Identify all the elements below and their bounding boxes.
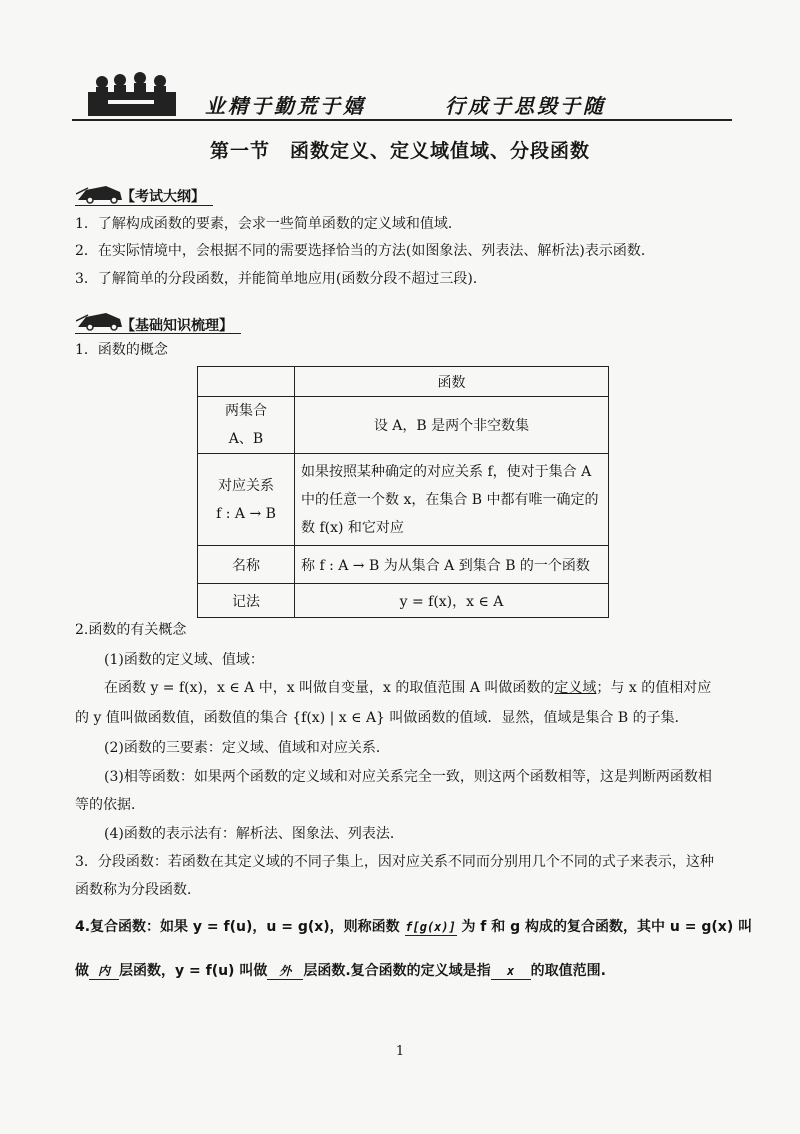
piecewise-a: 3．分段函数：若函数在其定义域的不同子集上，因对应关系不同而分别用几个不同的式子来表示，这种: [75, 854, 714, 870]
page-title: 第一节 函数定义、定义域值域、分段函数: [209, 140, 590, 162]
text-segment: 层函数，y = f(u) 叫做: [119, 963, 268, 979]
concepts-p1b: 的 y 值叫做函数值，函数值的集合 {f(x) | x ∈ A} 叫做函数的值域．显然，值域是集合 B 的子集．: [75, 710, 689, 726]
table-row-label: 名称: [198, 546, 295, 584]
concepts-p3a: (3)相等函数：如果两个函数的定义域和对应关系完全一致，则这两个函数相等，这是判断两函数相: [104, 769, 712, 785]
outline-item-2: 2．在实际情境中，会根据不同的需要选择恰当的方法(如图象法、列表法、解析法)表示函数．: [75, 243, 655, 259]
concepts-p2: (2)函数的三要素：定义域、值域和对应关系．: [104, 740, 390, 756]
table-row-content: 设 A，B 是两个非空数集: [295, 397, 609, 454]
car-icon: [76, 180, 124, 204]
label-line: 对应关系: [218, 477, 274, 494]
handwritten-answer: f[g(x)]: [405, 920, 456, 934]
text-segment: 的取值范围.: [530, 963, 606, 979]
piecewise-b: 函数称为分段函数．: [75, 882, 201, 898]
table-row-content: 称 f : A → B 为从集合 A 到集合 B 的一个函数: [295, 546, 609, 584]
table-header: 函数: [295, 367, 609, 397]
concepts-heading: 2.函数的有关概念: [75, 622, 187, 638]
motto-right: 行成于思毁于随: [445, 94, 606, 118]
table-row-label: 记法: [198, 584, 295, 618]
concepts-p4: (4)函数的表示法有：解析法、图象法、列表法．: [104, 826, 404, 842]
basics-heading: 【基础知识梳理】: [121, 318, 233, 334]
handwritten-answer: 内: [89, 963, 119, 980]
table-corner: [198, 367, 295, 397]
page-number: 1: [395, 1044, 405, 1059]
function-table: [197, 366, 609, 618]
basics-sub1: 1．函数的概念: [75, 342, 168, 358]
basics-underline: [75, 333, 241, 334]
concepts-p1: (1)函数的定义域、值域：: [104, 652, 264, 668]
label-line: A、B: [228, 431, 264, 447]
header-logo: [88, 70, 176, 116]
composite-b: [75, 961, 606, 981]
motto-left: 业精于勤荒于嬉: [205, 94, 366, 118]
content-line: 数 f(x) 和它对应: [301, 519, 404, 536]
table-row-content: y = f(x)，x ∈ A: [295, 584, 609, 618]
underlined-term: 定义域: [554, 680, 597, 696]
text-segment: 层函数.复合函数的定义域是指: [303, 963, 491, 979]
outline-item-1: 1．了解构成函数的要素，会求一些简单函数的定义域和值域．: [75, 216, 462, 232]
content-line: 如果按照某种确定的对应关系 f，使对于集合 A: [301, 463, 592, 480]
content-line: 中的任意一个数 x，在集合 B 中都有唯一确定的: [301, 491, 599, 508]
handwritten-answer: x: [491, 963, 531, 980]
label-line: 两集合: [225, 403, 267, 419]
handwritten-answer: 外: [267, 963, 303, 980]
text-segment: 4.复合函数：如果 y = f(u)，u = g(x)，则称函数: [75, 919, 400, 935]
outline-item-3: 3．了解简单的分段函数，并能简单地应用(函数分段不超过三段)．: [75, 271, 487, 287]
composite-a: [75, 917, 752, 937]
table-row-label: [198, 454, 295, 546]
car-icon: [76, 307, 124, 331]
text-segment: 做: [75, 963, 89, 979]
label-line: f : A → B: [216, 505, 276, 522]
text-segment: 为 f 和 g 构成的复合函数，其中 u = g(x) 叫: [461, 919, 753, 935]
outline-heading: 【考试大纲】: [121, 189, 205, 205]
text-segment: 在函数 y = f(x)，x ∈ A 中，x 叫做自变量，x 的取值范围 A 叫做函数的: [104, 680, 555, 696]
header-rule: [72, 119, 732, 121]
text-segment: ；与 x 的值相对应: [596, 680, 712, 696]
concepts-p1a: [104, 678, 711, 698]
table-row-label: [198, 397, 295, 454]
concepts-p3b: 等的依据．: [75, 797, 145, 813]
outline-underline: [75, 205, 213, 206]
table-row-content: [295, 454, 609, 546]
